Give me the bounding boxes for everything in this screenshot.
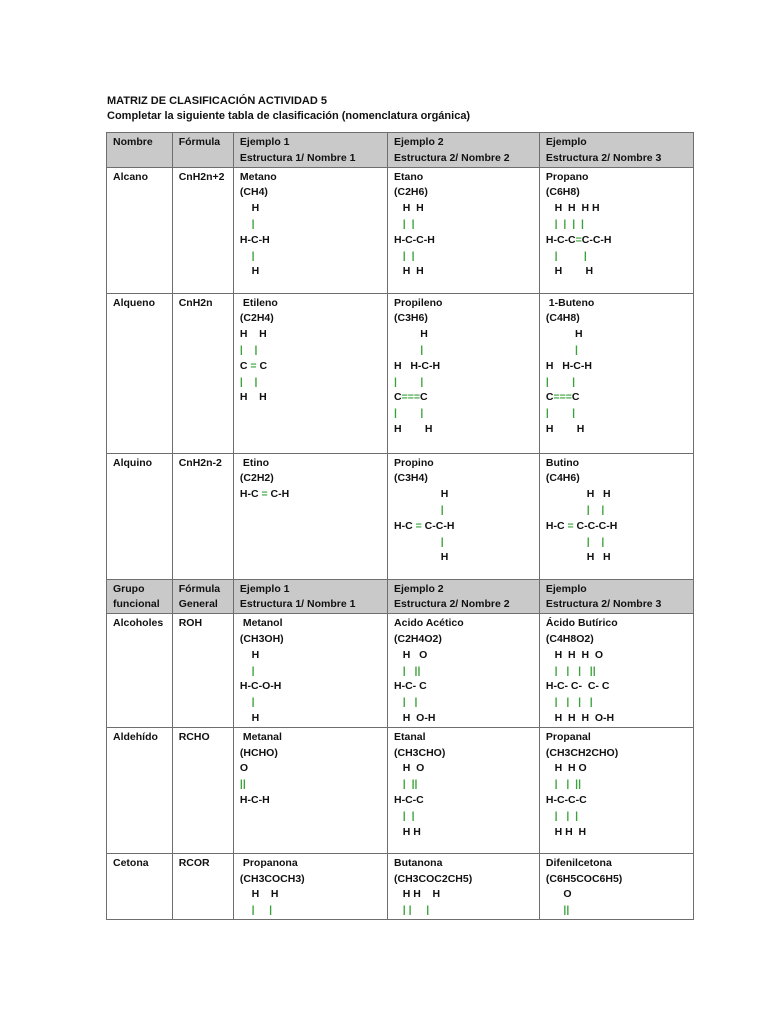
structure-line: |	[251, 217, 255, 230]
molecular-formula: (CH3COCH3)	[239, 872, 305, 885]
compound-name: Etanal	[394, 730, 426, 743]
structure-line: H-C-C-H	[394, 233, 435, 246]
class-name-cell: Alcano	[107, 167, 173, 293]
structure-line: H	[239, 202, 260, 215]
structure-line: | |	[402, 249, 415, 262]
example-cell	[539, 853, 693, 919]
structure-line: O	[239, 762, 249, 775]
header-cell	[539, 579, 693, 614]
structure-line: ||	[239, 778, 246, 791]
structure-line: |	[420, 343, 424, 356]
structure-line: H H	[239, 888, 279, 901]
example-cell	[233, 167, 387, 293]
structure-line: H H	[239, 391, 267, 404]
structure-line: | | | |	[554, 696, 593, 709]
class-name-cell: Alqueno	[107, 293, 173, 453]
structure-line: H-C = C-C-H	[394, 519, 455, 532]
compound-name: 1-Buteno	[545, 296, 595, 309]
structure-line: |	[251, 696, 255, 709]
structure-line: H H H O-H	[545, 711, 615, 724]
structure-line: C = C	[239, 359, 268, 372]
molecular-formula: (CH3OH)	[239, 632, 284, 645]
structure-line: | ||	[402, 778, 418, 791]
structure-line: | | | |	[554, 217, 584, 230]
molecular-formula: (C6H5COC6H5)	[545, 872, 623, 885]
structure-line: | | | ||	[554, 664, 596, 677]
class-name-cell: Alquino	[107, 453, 173, 579]
example-cell	[388, 293, 540, 453]
example-cell	[388, 727, 540, 853]
header-cell	[233, 133, 387, 168]
molecular-formula: (CH3CHO)	[394, 746, 446, 759]
structure-line: | |	[545, 407, 576, 420]
molecular-formula: (C3H6)	[394, 312, 428, 325]
compound-name: Ácido Butírico	[545, 617, 618, 630]
classification-matrix	[106, 132, 694, 920]
header-row-2	[107, 579, 694, 614]
example-cell	[539, 614, 693, 728]
structure-line: H-C-O-H	[239, 680, 282, 693]
molecular-formula: (C2H4O2)	[394, 632, 442, 645]
example-cell	[233, 614, 387, 728]
table-row	[107, 727, 694, 853]
structure-line: | | |	[402, 904, 430, 917]
header-text: Ejemplo 2	[394, 136, 444, 148]
structure-line: | |	[586, 503, 605, 516]
header-cell	[539, 133, 693, 168]
structure-line: |	[251, 249, 255, 262]
header-text: Fórmula	[178, 136, 221, 148]
molecular-formula: (C2H4)	[239, 312, 274, 325]
structure-line: | | |	[554, 809, 579, 822]
compound-name: Propano	[545, 170, 589, 183]
structure-line: |	[440, 535, 444, 548]
structure-line: H H	[545, 551, 611, 564]
structure-line: |	[251, 664, 255, 677]
formula-cell: CnH2n+2	[172, 167, 233, 293]
header-text: Fórmula	[178, 582, 221, 595]
compound-name: Difenilcetona	[545, 856, 612, 869]
structure-line: H-C-C-C	[545, 793, 587, 806]
header-text: Nombre	[113, 136, 153, 148]
structure-line: H H	[545, 422, 585, 435]
structure-line: H-C- C	[394, 680, 427, 693]
compound-name: Propanal	[545, 730, 591, 743]
molecular-formula: (C6H8)	[545, 186, 580, 199]
example-cell	[388, 453, 540, 579]
structure-line: H H	[394, 265, 424, 278]
molecular-formula: (C2H2)	[239, 472, 274, 485]
structure-line: H H-C-H	[545, 359, 592, 372]
structure-line: H	[545, 328, 583, 341]
structure-line: H H H O	[545, 648, 604, 661]
molecular-formula: (C3H4)	[394, 472, 428, 485]
example-cell	[388, 614, 540, 728]
structure-line: H-C-C	[394, 793, 424, 806]
header-text: Ejemplo 2	[394, 582, 444, 595]
example-cell	[539, 167, 693, 293]
structure-line: H-C-C=C-C-H	[545, 233, 612, 246]
formula-cell: ROH	[172, 614, 233, 728]
structure-line: | |	[239, 375, 258, 388]
header-text: Grupo	[113, 582, 145, 595]
compound-name: Etano	[394, 170, 424, 183]
structure-line: H H	[394, 825, 421, 838]
header-text: Ejemplo	[545, 136, 587, 148]
structure-line: H	[394, 488, 449, 501]
structure-line: H H	[545, 488, 611, 501]
structure-line: H-C = C-H	[239, 488, 290, 501]
compound-name: Etileno	[239, 296, 278, 309]
formula-cell: RCHO	[172, 727, 233, 853]
compound-name: Propino	[394, 456, 434, 469]
header-cell	[107, 579, 173, 614]
header-text: Ejemplo 1	[239, 582, 290, 595]
compound-name: Propileno	[394, 296, 443, 309]
molecular-formula: (CH3COC2CH5)	[394, 872, 473, 885]
example-cell	[388, 167, 540, 293]
table-row	[107, 614, 694, 728]
structure-line: | |	[545, 375, 576, 388]
table-row	[107, 853, 694, 919]
structure-line: H H	[545, 265, 594, 278]
structure-line: | |	[586, 535, 605, 548]
molecular-formula: (HCHO)	[239, 746, 278, 759]
structure-line: C===C	[394, 391, 428, 404]
header-text: Ejemplo 1	[239, 136, 290, 148]
header-text: General	[178, 598, 218, 611]
compound-name: Metanal	[239, 730, 282, 743]
structure-line: | |	[251, 904, 273, 917]
header-text: Estructura 2/ Nombre 2	[394, 598, 510, 611]
header-text: Ejemplo	[545, 582, 587, 595]
structure-line: H H H	[394, 888, 441, 901]
compound-name: Metano	[239, 170, 277, 183]
molecular-formula: (C4H6)	[545, 472, 580, 485]
structure-line: H O	[394, 648, 428, 661]
header-text: Estructura 1/ Nombre 1	[239, 151, 356, 164]
structure-line: H H	[394, 422, 433, 435]
document-subtitle: Completar la siguiente tabla de clasificación (nomenclatura orgánica)	[107, 110, 471, 122]
structure-line: H-C- C- C- C	[545, 680, 610, 693]
structure-line: | |	[402, 217, 415, 230]
class-name-cell: Alcoholes	[107, 614, 173, 728]
example-cell	[388, 853, 540, 919]
molecular-formula: (C4H8)	[545, 312, 580, 325]
structure-line: | |	[394, 407, 424, 420]
header-row-1	[107, 133, 694, 168]
molecular-formula: (C4H8O2)	[545, 632, 594, 645]
structure-line: H-C = C-C-C-H	[545, 519, 618, 532]
header-cell	[172, 579, 233, 614]
header-text: Estructura 2/ Nombre 3	[545, 151, 662, 164]
document-title: MATRIZ DE CLASIFICACIÓN ACTIVIDAD 5	[107, 95, 327, 107]
structure-line: | ||	[402, 664, 421, 677]
compound-name: Butino	[545, 456, 580, 469]
table-row	[107, 293, 694, 453]
structure-line: H H O	[545, 762, 587, 775]
structure-line: ||	[563, 904, 570, 917]
example-cell	[233, 853, 387, 919]
class-name-cell: Aldehído	[107, 727, 173, 853]
compound-name: Metanol	[239, 617, 283, 630]
example-cell	[539, 293, 693, 453]
header-cell	[388, 133, 540, 168]
header-text: Estructura 2/ Nombre 3	[545, 598, 662, 611]
header-cell	[233, 579, 387, 614]
structure-line: H H	[394, 202, 424, 215]
molecular-formula: (CH3CH2CHO)	[545, 746, 619, 759]
compound-name: Acido Acético	[394, 617, 464, 630]
structure-line: |	[440, 503, 444, 516]
structure-line: H-C-H	[239, 233, 270, 246]
structure-line: | |	[554, 249, 587, 262]
structure-line: | |	[394, 375, 424, 388]
header-text: Estructura 2/ Nombre 2	[394, 151, 510, 164]
compound-name: Butanona	[394, 856, 443, 869]
formula-cell: CnH2n	[172, 293, 233, 453]
structure-line: O	[545, 888, 572, 901]
example-cell	[539, 727, 693, 853]
example-cell	[233, 293, 387, 453]
molecular-formula: (C2H6)	[394, 186, 428, 199]
structure-line: H	[239, 648, 260, 661]
table-row	[107, 453, 694, 579]
structure-line: | |	[239, 343, 258, 356]
structure-line: H H	[239, 328, 267, 341]
structure-line: | | ||	[554, 778, 582, 791]
structure-line: H O-H	[394, 711, 436, 724]
structure-line: H	[394, 551, 449, 564]
formula-cell: RCOR	[172, 853, 233, 919]
header-cell	[388, 579, 540, 614]
molecular-formula: (CH4)	[239, 186, 268, 199]
example-cell	[233, 453, 387, 579]
structure-line: H	[394, 328, 428, 341]
structure-line: H	[239, 711, 260, 724]
header-text: funcional	[113, 598, 160, 611]
structure-line: H-C-H	[239, 793, 270, 806]
header-cell	[172, 133, 233, 168]
structure-line: H H-C-H	[394, 359, 441, 372]
structure-line: H H H H	[545, 202, 600, 215]
table-row	[107, 167, 694, 293]
structure-line: C===C	[545, 391, 580, 404]
structure-line: H	[239, 265, 260, 278]
compound-name: Propanona	[239, 856, 298, 869]
example-cell	[233, 727, 387, 853]
example-cell	[539, 453, 693, 579]
structure-line: | |	[402, 696, 418, 709]
structure-line: | |	[402, 809, 415, 822]
formula-cell: CnH2n-2	[172, 453, 233, 579]
class-name-cell: Cetona	[107, 853, 173, 919]
structure-line: H O	[394, 762, 425, 775]
structure-line: H H H	[545, 825, 587, 838]
header-text: Estructura 1/ Nombre 1	[239, 598, 356, 611]
compound-name: Etino	[239, 456, 270, 469]
header-cell	[107, 133, 173, 168]
structure-line: |	[575, 343, 578, 356]
